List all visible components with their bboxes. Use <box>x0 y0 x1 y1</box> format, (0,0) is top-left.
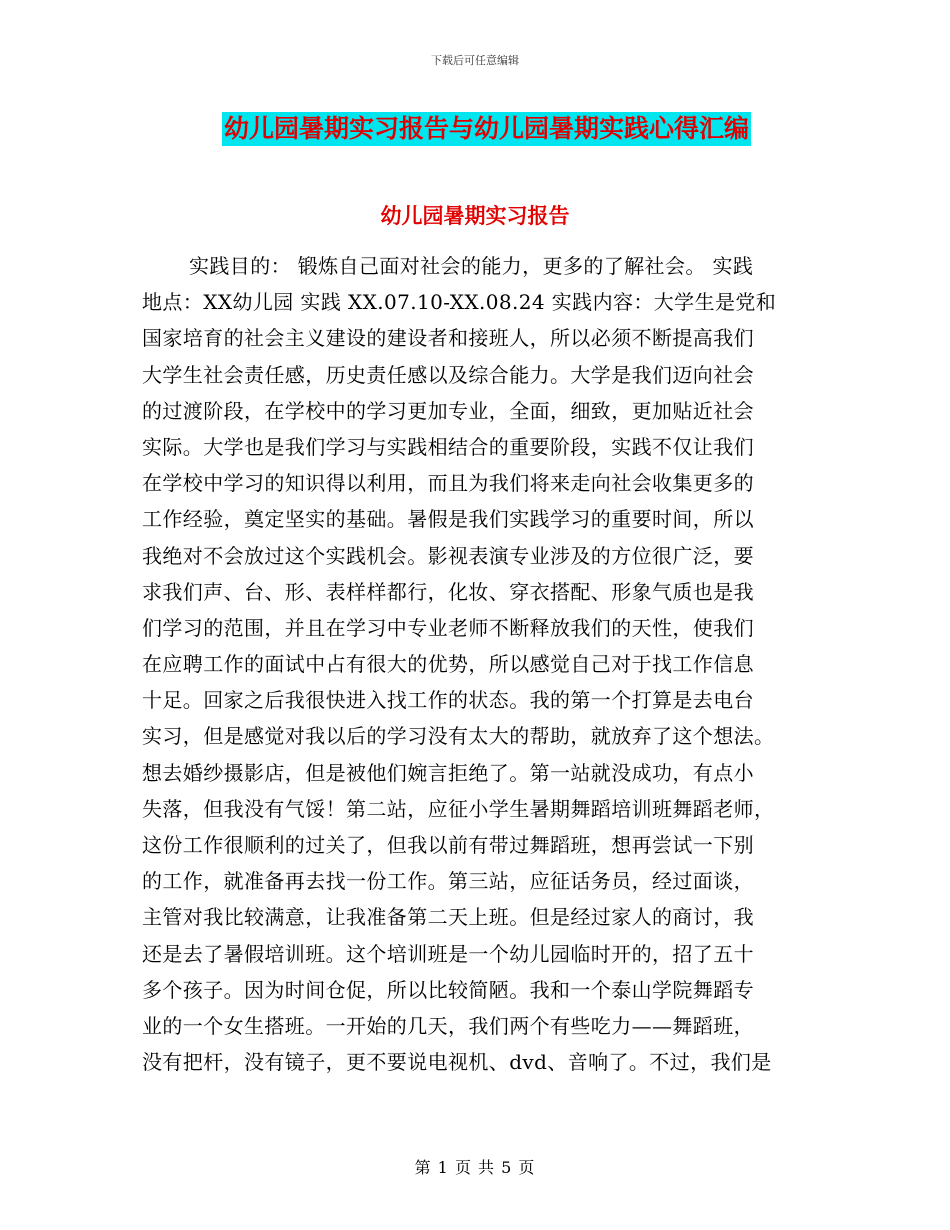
body-line: 多个孩子。因为时间仓促，所以比较简陋。我和一个泰山学院舞蹈专 <box>142 977 754 1002</box>
body-line: 想去婚纱摄影店，但是被他们婉言拒绝了。第一站就没成功，有点小 <box>142 760 754 785</box>
header-note: 下载后可任意编辑 <box>431 54 519 67</box>
section-title: 幼儿园暑期实习报告 <box>380 204 570 228</box>
body-text <box>142 248 808 1080</box>
body-line: 实习，但是感觉对我以后的学习没有太大的帮助，就放弃了这个想法。 <box>142 724 775 749</box>
body-line: 没有把杆，没有镜子，更不要说电视机、dvd、音响了。不过，我们是 <box>142 1050 772 1075</box>
body-line: 我绝对不会放过这个实践机会。影视表演专业涉及的方位很广泛，要 <box>142 543 754 568</box>
body-line: 在学校中学习的知识得以利用，而且为我们将来走向社会收集更多的 <box>142 471 754 496</box>
body-line: 主管对我比较满意，让我准备第二天上班。但是经过家人的商讨，我 <box>142 905 754 930</box>
body-line: 的工作，就准备再去找一份工作。第三站，应征话务员，经过面谈， <box>142 869 754 894</box>
body-line: 求我们声、台、形、表样样都行，化妆、穿衣搭配、形象气质也是我 <box>142 579 754 604</box>
body-line: 实践目的： 锻炼自己面对社会的能力，更多的了解社会。 实践 <box>189 254 754 278</box>
body-line: 失落，但我没有气馁！第二站，应征小学生暑期舞蹈培训班舞蹈老师， <box>142 796 775 821</box>
body-line: 实际。大学也是我们学习与实践相结合的重要阶段，实践不仅让我们 <box>142 434 754 459</box>
body-line: 的过渡阶段，在学校中的学习更加专业，全面，细致，更加贴近社会 <box>142 398 754 423</box>
body-line: 这份工作很顺利的过关了，但我以前有带过舞蹈班，想再尝试一下别 <box>142 833 754 857</box>
document-title: 幼儿园暑期实习报告与幼儿园暑期实践心得汇编 <box>222 112 751 146</box>
body-line: 工作经验，奠定坚实的基础。暑假是我们实践学习的重要时间，所以 <box>142 507 754 532</box>
body-line: 还是去了暑假培训班。这个培训班是一个幼儿园临时开的，招了五十 <box>142 941 754 966</box>
body-line: 地点：XX幼儿园 实践 XX.07.10-XX.08.24 实践内容：大学生是党和 <box>142 290 777 315</box>
body-line: 在应聘工作的面试中占有很大的优势，所以感觉自己对于找工作信息 <box>142 652 754 677</box>
page-footer: 第 1 页 共 5 页 <box>414 1158 536 1177</box>
body-line: 们学习的范围，并且在学习中专业老师不断释放我们的天性，使我们 <box>142 615 754 640</box>
body-line: 十足。回家之后我很快进入找工作的状态。我的第一个打算是去电台 <box>142 688 754 713</box>
body-line: 国家培育的社会主义建设的建设者和接班人，所以必须不断提高我们 <box>142 326 754 351</box>
body-line: 大学生社会责任感，历史责任感以及综合能力。大学是我们迈向社会 <box>142 362 754 387</box>
body-line: 业的一个女生搭班。一开始的几天，我们两个有些吃力——舞蹈班， <box>142 1013 754 1038</box>
